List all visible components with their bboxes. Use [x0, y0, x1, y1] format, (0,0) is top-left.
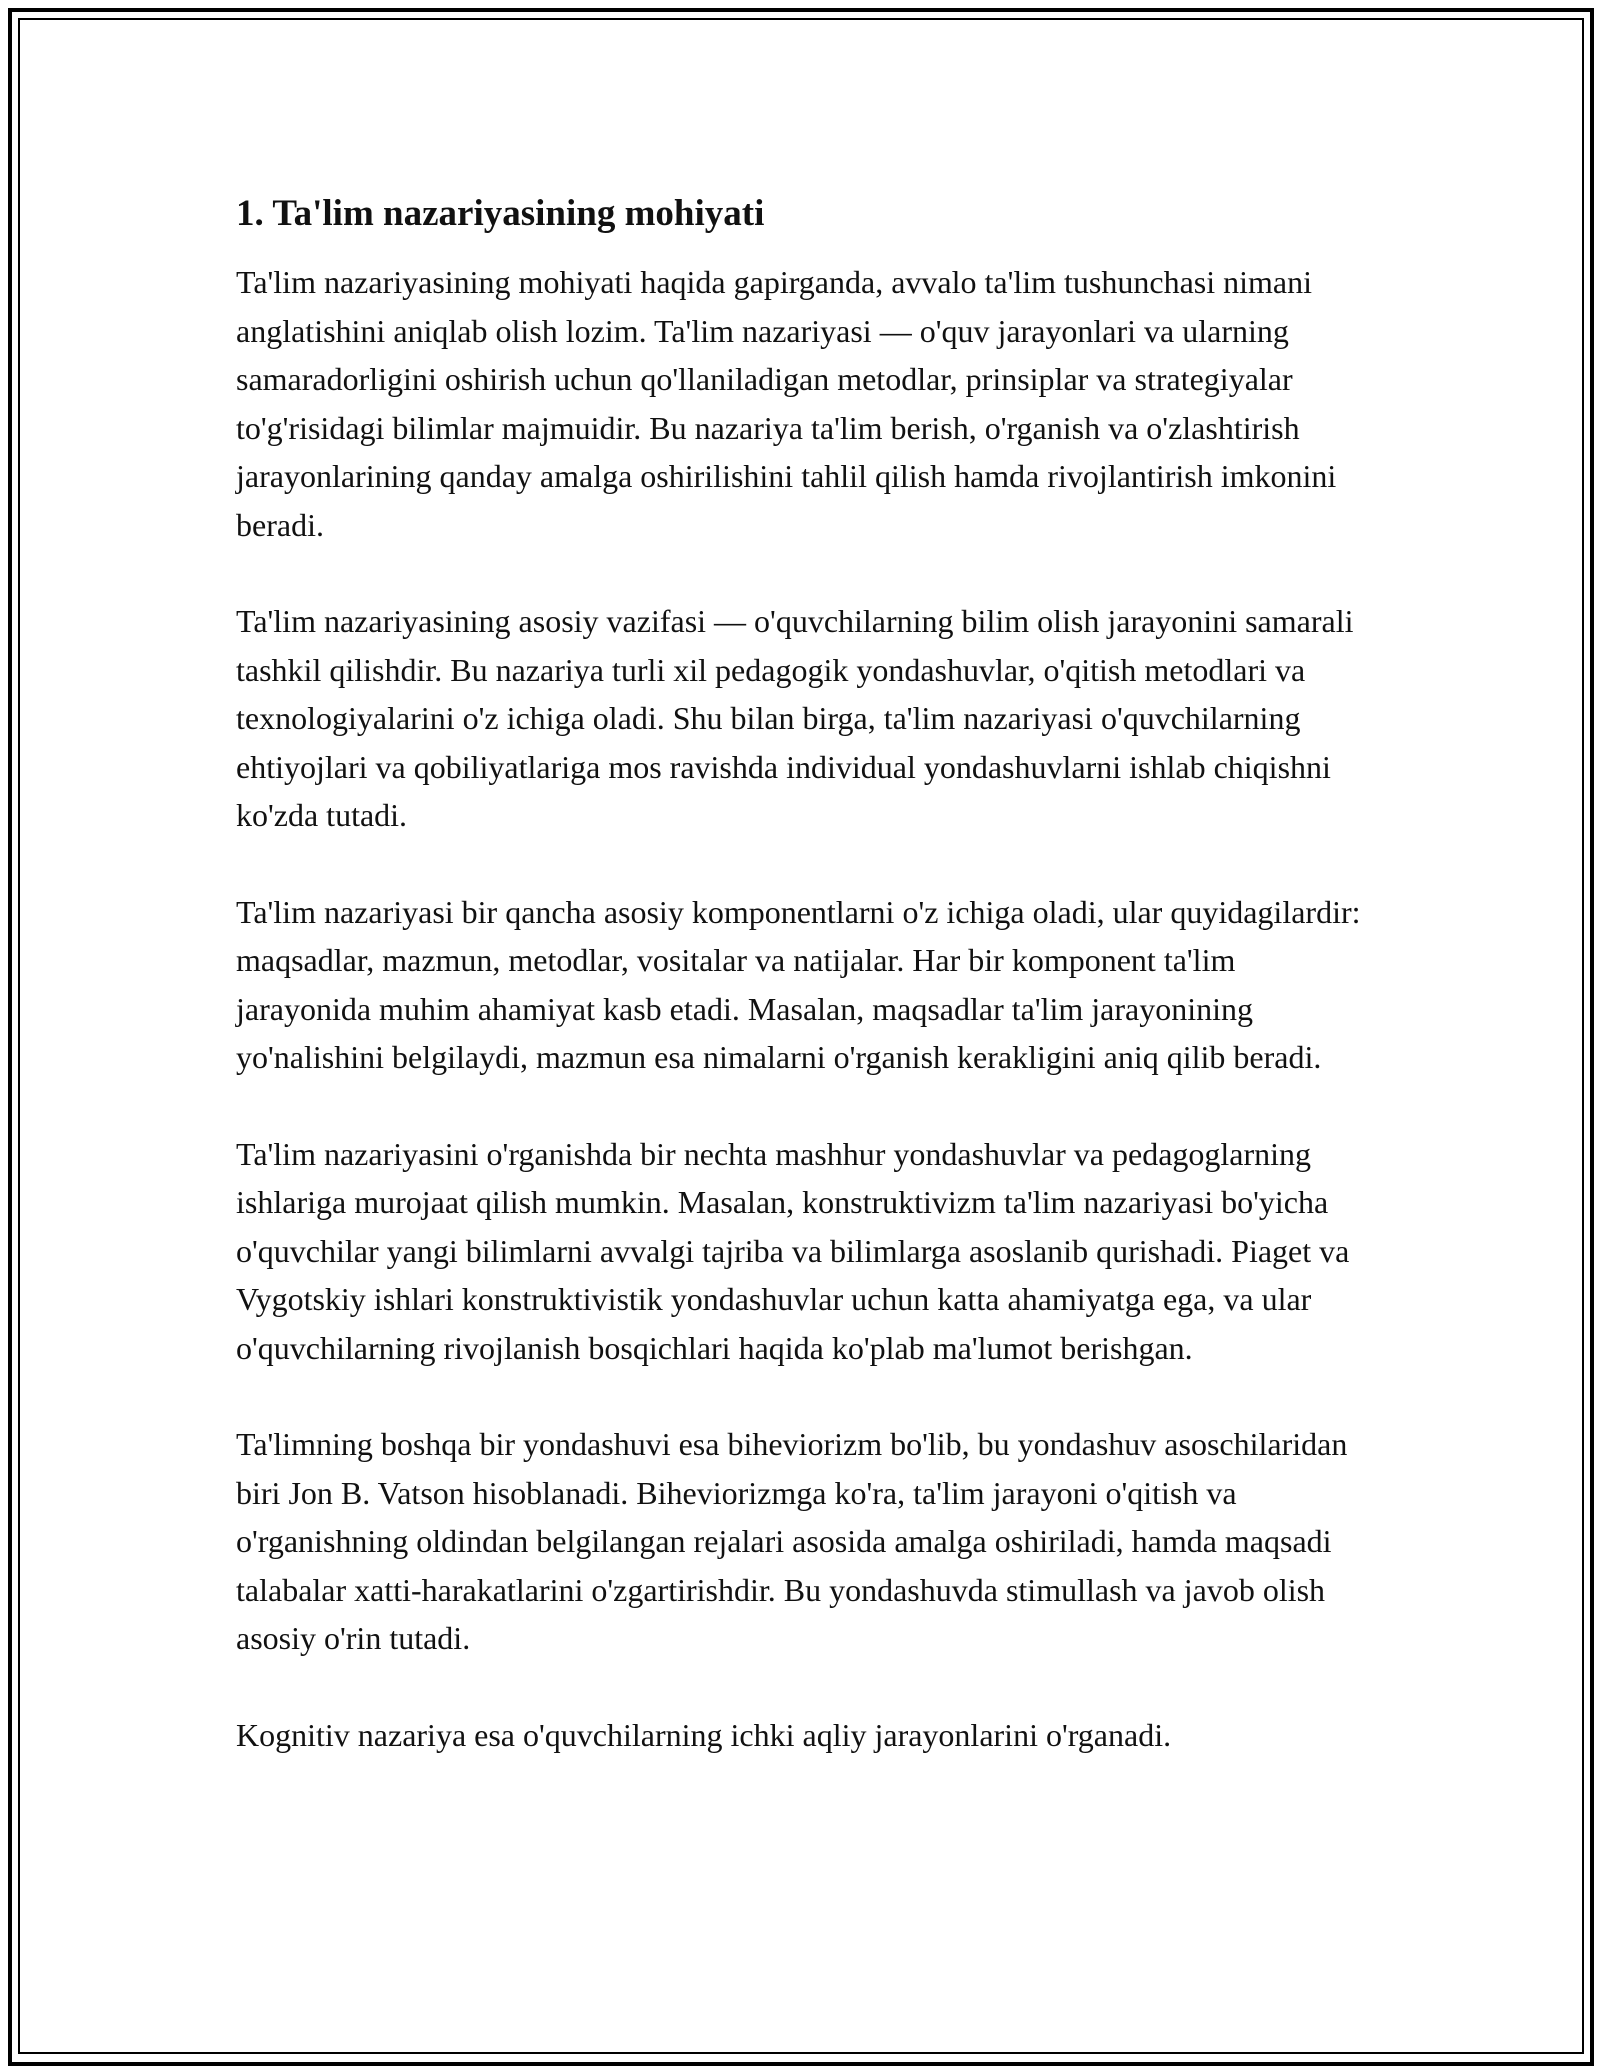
document-body	[236, 186, 1376, 1759]
paragraph-6: Kognitiv nazariya esa o'quvchilarning ichki aqliy jarayonlarini o'rganadi.	[236, 1716, 1172, 1753]
paragraph-3: Ta'lim nazariyasi bir qancha asosiy komponentlarni o'z ichiga oladi, ular quyidagilardir: maqsadlar, mazmun, metodlar, vositalar va natijalar. Har bir komponent ta'lim jarayonida muhim ahamiyat kasb etadi. Masalan, maqsadlar ta'lim jarayonining yo'nalishini belgilaydi, mazmun esa nimalarni o'rganish kerakligini aniq qilib beradi.	[236, 893, 1361, 1075]
section-heading: 1. Ta'lim nazariyasining mohiyati	[236, 193, 765, 234]
paragraph-5: Ta'limning boshqa bir yondashuvi esa biheviorizm bo'lib, bu yondashuv asoschilaridan biri Jon B. Vatson hisoblanadi. Biheviorizmga ko'ra, ta'lim jarayoni o'qitish va o'rganishning oldindan belgilangan rejalari asosida amalga oshiriladi, hamda maqsadi talabalar xatti-harakatlarini o'zgartirishdir. Bu yondashuvda stimullash va javob olish asosiy o'rin tutadi.	[236, 1426, 1348, 1656]
paragraph-4: Ta'lim nazariyasini o'rganishda bir nechta mashhur yondashuvlar va pedagoglarning ishlariga murojaat qilish mumkin. Masalan, konstruktivizm ta'lim nazariyasi bo'yicha o'quvchilar yangi bilimlarni avvalgi tajriba va bilimlarga asoslanib qurishadi. Piaget va Vygotskiy ishlari konstruktivistik yondashuvlar uchun katta ahamiyatga ega, va ular o'quvchilarning rivojlanish bosqichlari haqida ko'plab ma'lumot berishgan.	[236, 1135, 1350, 1366]
paragraph-2: Ta'lim nazariyasining asosiy vazifasi — o'quvchilarning bilim olish jarayonini samarali tashkil qilishdir. Bu nazariya turli xil pedagogik yondashuvlar, o'qitish metodlari va texnologiyalarini o'z ichiga oladi. Shu bilan birga, ta'lim nazariyasi o'quvchilarning ehtiyojlari va qobiliyatlariga mos ravishda individual yondashuvlarni ishlab chiqishni ko'zda tutadi.	[236, 603, 1354, 833]
paragraph-1: Ta'lim nazariyasining mohiyati haqida gapirganda, avvalo ta'lim tushunchasi nimani anglatishini aniqlab olish lozim. Ta'lim nazariyasi — o'quv jarayonlari va ularning samaradorligini oshirish uchun qo'llaniladigan metodlar, prinsiplar va strategiyalar to'g'risidagi bilimlar majmuidir. Bu nazariya ta'lim berish, o'rganish va o'zlashtirish jarayonlarining qanday amalga oshirilishini tahlil qilish hamda rivojlantirish imkonini beradi.	[236, 264, 1337, 543]
